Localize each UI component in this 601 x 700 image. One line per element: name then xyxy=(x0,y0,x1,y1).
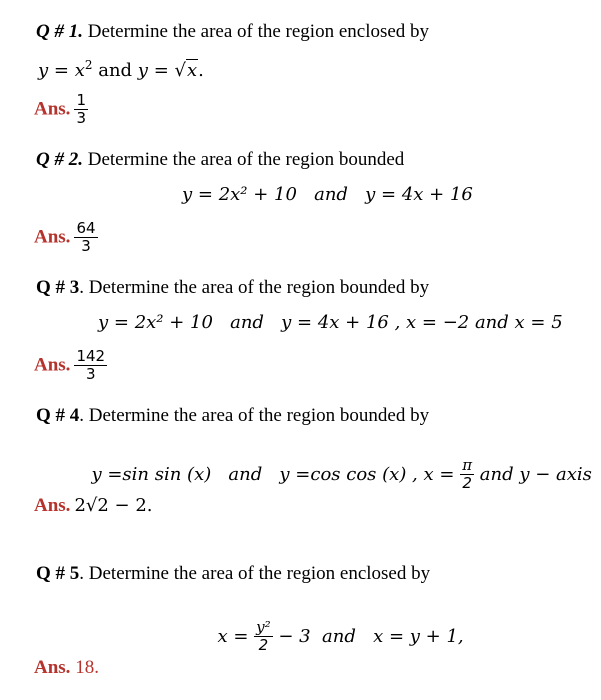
answer-2-label: Ans. xyxy=(34,226,71,248)
eq4-right: and y − axis xyxy=(474,464,592,485)
question-4 xyxy=(36,404,429,428)
eq5-frac-numerator: y² xyxy=(256,618,271,636)
question-2-text: Determine the area of the region bounded xyxy=(82,149,405,170)
question-3-equation: y = 2x² + 10 and y = 4x + 16 , x = −2 and x = 5 xyxy=(98,312,563,333)
answer-1-fraction xyxy=(74,92,88,127)
eq4-frac-numerator: π xyxy=(462,456,473,474)
question-4-text: . Determine the area of the region bounded by xyxy=(79,405,430,426)
question-4-equation xyxy=(80,436,592,492)
answer-1 xyxy=(34,92,88,127)
eq5-frac-denominator: 2 xyxy=(258,636,269,654)
answer-2 xyxy=(34,220,98,255)
question-3-label: Q # 3 xyxy=(36,277,80,298)
eq1-part-a: y = x xyxy=(38,60,85,81)
answer-2-fraction xyxy=(74,220,97,255)
eq5-right: − 3 and x = y + 1, xyxy=(272,626,464,647)
eq4-left: y =sin sin (x) and y =cos cos (x) , x = xyxy=(91,464,461,485)
question-5-equation xyxy=(206,598,464,654)
question-2-equation: y = 2x² + 10 and y = 4x + 16 xyxy=(182,184,473,205)
answer-1-numerator: 1 xyxy=(76,91,86,109)
question-3-text: . Determine the area of the region bounded by xyxy=(79,277,430,298)
eq4-frac-denominator: 2 xyxy=(462,474,472,492)
answer-2-denominator: 3 xyxy=(81,237,91,255)
question-1-label: Q # 1. xyxy=(36,21,83,42)
question-2 xyxy=(36,148,404,172)
question-2-label: Q # 2. xyxy=(36,149,83,170)
question-4-label: Q # 4 xyxy=(36,405,80,426)
eq1-part-b: y = xyxy=(137,60,175,81)
question-5-text: . Determine the area of the region enclosed by xyxy=(79,563,431,584)
eq4-fraction xyxy=(460,457,474,492)
question-1-text: Determine the area of the region enclosed by xyxy=(82,21,430,42)
eq5-left: x = xyxy=(217,626,255,647)
question-5-label: Q # 5 xyxy=(36,563,80,584)
eq1-radicand: x xyxy=(186,60,198,81)
answer-3 xyxy=(34,348,107,383)
question-1-equation xyxy=(38,58,204,81)
answer-4 xyxy=(34,495,153,517)
sqrt-symbol: √x xyxy=(174,60,198,81)
answer-3-denominator: 3 xyxy=(85,365,96,383)
eq1-exponent: 2 xyxy=(84,58,93,72)
question-5 xyxy=(36,562,430,586)
question-1 xyxy=(36,20,429,44)
eq1-end: . xyxy=(198,60,204,81)
answer-3-label: Ans. xyxy=(34,354,71,376)
answer-5-value: 18. xyxy=(70,657,99,678)
answer-4-label: Ans. xyxy=(34,495,71,516)
answer-5-label: Ans. xyxy=(34,657,71,678)
eq5-fraction xyxy=(254,619,273,654)
eq1-join: and xyxy=(92,60,138,81)
answer-2-numerator: 64 xyxy=(76,219,96,237)
answer-1-denominator: 3 xyxy=(76,109,86,127)
answer-4-value: 2√2 − 2. xyxy=(74,495,153,516)
answer-3-numerator: 142 xyxy=(76,347,106,365)
answer-3-fraction xyxy=(74,348,107,383)
answer-1-label: Ans. xyxy=(34,98,71,120)
answer-5 xyxy=(34,657,99,679)
question-3 xyxy=(36,276,429,300)
